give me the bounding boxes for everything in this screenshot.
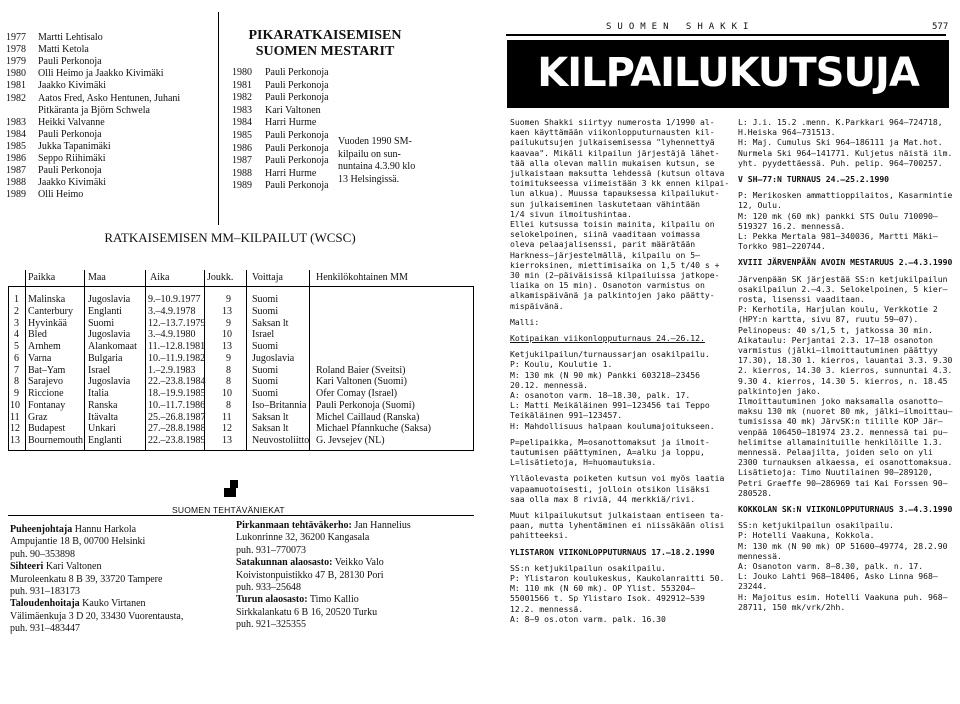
champion-year: 1977 [6,32,26,43]
page-number: 577 [932,22,949,32]
wc-cell-voittaja: Suomi [252,364,279,376]
text-line: venpää 106450–181974 23.2. mennessä tai pu– [738,426,948,437]
champion-name: Jaakko Kivimäki [38,177,107,189]
wc-cell-maa: Alankomaat [88,341,137,352]
champion-year: 1980 [6,68,26,80]
wc-cell-joukk: 11 [222,411,232,423]
contact-line: Koivistonpuistikko 47 B, 28130 Pori [236,569,384,581]
text-line: paan, mutta lyhentäminen ei niissäkään olisi [510,520,725,531]
text-line: A: osanoton varm. 18–18.30, palk. 17. [510,390,691,400]
wc-cell-joukk: 8 [226,399,231,411]
text-line: helimitse allamainituille henkilöille 1.3. [738,436,943,447]
champion-year: 1987 [6,165,26,177]
text-line: KOKKOLAN SK:N VIIKONLOPPUTURNAUS 3.–4.3.1990 [738,504,953,514]
champion-year: 1989 [6,189,26,201]
wc-cell-paikka: Canterbury [28,305,73,317]
wc-cell-joukk: 13 [222,341,232,352]
pika-year: 1984 [232,117,252,129]
champion-year: 1981 [6,80,26,92]
contact-bold: Satakunnan alaosasto: [236,557,333,569]
text-line: M: 130 mk (N 90 mk) Pankki 603218–23456 [510,369,701,380]
pika-year: 1986 [232,142,252,154]
wc-cell-henk: Kari Valtonen (Suomi) [316,376,407,388]
pika-title-1: PIKARATKAISEMISEN [248,28,402,43]
pika-name: Pauli Perkonoja [265,79,329,91]
champion-row [0,141,216,153]
text-line: pahitteeksi. [510,530,569,541]
champion-name: Heikki Valvanne [38,116,105,128]
champion-row [0,44,216,56]
champion-name: Pauli Perkonoja [38,128,102,140]
champion-year: 1988 [6,177,26,189]
text-line: Nurmela Ski 964–141771. Kuljetus näistä ilm. [738,147,953,158]
wc-cell-voittaja: Iso–Britannia [252,399,307,411]
wc-cell-joukk: 13 [222,305,232,317]
text-line: P: Kerhotila, Harjulan koulu, Verkkotie 2 [738,304,938,315]
wc-header-rule [8,286,474,287]
text-line: M: 120 mk (60 mk) pankki STS Oulu 710090– [738,210,938,221]
contact-line: Ampujantie 18 B, 00700 Helsinki [10,536,146,548]
champion-name: Seppo Riihimäki [38,153,106,164]
champion-row [0,56,216,68]
pika-year: 1985 [232,130,252,141]
pika-year: 1987 [232,155,252,167]
champion-name: Pauli Perkonoja [38,56,102,68]
wc-header-aika: Aika [150,272,170,283]
champion-row [0,105,216,117]
wc-cell-paikka: Bournemouth [28,435,83,446]
text-line: palkintojen jako. [738,385,821,396]
text-line: alkamispäivänä ja palkintojen jako päätty- [510,290,715,301]
champion-name: Jukka Tapanimäki [38,140,111,152]
champion-year: 1978 [6,44,26,56]
wc-cell-aika: 11.–12.8.1981 [148,341,206,352]
pika-name: Pauli Perkonoja [265,180,329,192]
text-line: H: Majoitus esim. Hotelli Vaakuna puh. 968– [738,591,948,602]
text-line: kaavaa". Mikäli kilpailun järjestäjä lähet- [510,147,720,158]
wc-cell-joukk: 9 [226,294,231,305]
wc-cell-no: 10 [10,399,20,411]
text-line: kaen käyttämään viikonlopputurnausten kil- [510,127,715,138]
pika-note-line: 13 Helsingissä. [338,173,400,185]
wc-cell-voittaja: Jugoslavia [252,352,295,364]
wc-cell-no: 6 [14,352,19,364]
text-line: varmistus (jälki–ilmoittautuminen päättyy [738,345,938,355]
text-line: SS:n ketjukilpailun osakilpailu. [738,520,894,531]
text-line: P: Ylistaron koulukeskus, Kaukolanraitti 50. [510,573,725,583]
champion-row [0,93,216,105]
wc-col-line [25,270,26,450]
pika-year: 1988 [232,167,252,179]
wc-cell-joukk: 13 [222,435,232,446]
pika-name: Pauli Perkonoja [265,142,329,154]
wc-cell-henk: Michel Caillaud (Ranska) [316,411,420,423]
champion-row [0,177,216,189]
wc-cell-no: 4 [14,329,19,341]
champion-row [0,153,216,165]
contact-line: puh. 921–325355 [236,619,306,631]
organization-name: SUOMEN TEHTÄVÄNIEKAT [172,505,285,515]
wc-cell-maa: Israel [88,364,111,376]
text-line: 20.12. mennessä. [510,379,588,390]
wc-cell-no: 8 [14,376,19,388]
wc-cell-paikka: Sarajevo [28,376,63,388]
text-line: tää alla olevan mallin mukaisen kutsun, se [510,157,715,168]
wc-cell-joukk: 12 [222,423,232,435]
text-line: rosta, lisenssi vaaditaan. [738,294,865,304]
text-line: Petri Graeffe 90–286969 tai Kai Forssen 90– [738,477,948,488]
text-line: liaika on 15 min). Osanoton varmistus on [510,280,705,291]
text-line: mennessä. [738,550,782,561]
wc-cell-voittaja: Suomi [252,341,279,352]
banner-text: KILPAILUKUTSUJA [537,50,919,96]
text-line: maksu 130 mk (nuoret 80 mk, jälki–ilmoittau– [738,406,953,417]
wc-header-maa: Maa [88,272,106,283]
wc-col-line [84,270,85,450]
wc-col-line [145,270,146,450]
champion-name: Olli Heimo ja Jaakko Kivimäki [38,68,164,80]
pika-year: 1983 [232,104,252,116]
text-line: H.Heiska 964–731513. [738,127,836,138]
wc-cell-maa: Jugoslavia [88,294,131,305]
pika-note-line: Vuoden 1990 SM- [338,136,412,147]
wc-cell-no: 9 [14,388,19,399]
wc-cell-henk: G. Jevsejev (NL) [316,435,385,446]
wc-header-henk: Henkilökohtainen MM [316,272,408,283]
wc-cell-henk: Roland Baier (Sveitsi) [316,364,406,376]
text-line: oleva pelaajalisenssi, parit määrätään [510,239,696,250]
contact-line: puh. 931–770073 [236,544,306,556]
pika-name: Pauli Perkonoja [265,130,329,141]
text-line: julkaistaan maksutta lehdessä (kutsun oltava [510,168,725,178]
text-line: L: Pekka Mertala 981–340036, Martti Mäki– [738,231,938,241]
champion-row [0,32,216,44]
text-line: YLISTARON VIIKONLOPPUTURNAUS 17.–18.2.1990 [510,546,715,557]
text-line: P: Merikosken ammattioppilaitos, Kasarmintie [738,190,953,201]
wc-cell-aika: 25.–26.8.1987 [148,411,206,423]
wc-cell-paikka: Malinska [28,294,66,305]
text-line: tautumisen päättyminen, A=alku ja loppu, [510,447,705,457]
champion-year: 1984 [6,128,26,140]
wc-cell-no: 1 [14,294,19,305]
champion-row [0,129,216,141]
wc-cell-no: 2 [14,305,19,317]
wc-cell-aika: 22.–23.8.1989 [148,435,206,446]
contact-line: Lukonrinne 32, 36200 Kangasala [236,532,370,544]
wc-cell-maa: Jugoslavia [88,376,131,388]
champion-year: 1982 [6,92,26,104]
text-line: Lisätietoja: Timo Nuutilainen 90–289120, [738,467,933,478]
wc-cell-voittaja: Israel [252,329,275,341]
text-line: 519327 16.2. mennessä. [738,220,846,231]
contact-bold: Taloudenhoitaja [10,598,80,610]
wc-cell-maa: Bulgaria [88,352,123,364]
pika-year: 1981 [232,79,252,91]
text-line: Pelinopeus: 40 s/1,5 t, jatkossa 30 min. [738,324,933,335]
wc-cell-maa: Jugoslavia [88,329,131,341]
text-line: Järvenpään SK järjestää SS:n ketjukilpailun [738,273,948,284]
champion-row [0,68,216,80]
text-line: Ketjukilpailun/turnaussarjan osakilpailu. [510,349,710,360]
contact-line: puh. 933–25648 [236,582,301,593]
contact-line: Sirkkalankatu 6 B 16, 20520 Turku [236,606,378,618]
wc-cell-maa: Italia [88,388,109,399]
text-line: M: 130 mk (N 90 mk) OP 51600–49774, 28.2.90 [738,540,948,551]
contact-line: Muroleenkatu 8 B 39, 33720 Tampere [10,573,163,585]
pika-year: 1982 [232,92,252,104]
text-line: P: Hotelli Vaakuna, Kokkola. [738,530,875,541]
pika-note-line: nuntaina 4.3.90 klo [338,161,416,173]
text-line: osakilpailun 2.–4.3. Selokelpoinen, 5 kier– [738,283,948,294]
text-line: Ellei kutsussa toisin mainita, kilpailu on [510,219,715,229]
wc-cell-henk: Pauli Perkonoja (Suomi) [316,399,415,411]
wc-cell-paikka: Riccione [28,388,64,399]
wc-cell-aika: 3.–4.9.1980 [148,329,196,341]
champion-name: Martti Lehtisalo [38,32,103,43]
header-rule [506,34,946,36]
wc-col-line [246,270,247,450]
wc-cell-paikka: Bled [28,329,47,341]
champion-row [0,189,216,201]
wc-cell-aika: 9.–10.9.1977 [148,294,201,305]
wc-cell-voittaja: Saksan lt [252,411,289,423]
champion-name: Pitkäranta ja Björn Schwela [38,104,150,116]
wc-cell-voittaja: Suomi [252,388,279,399]
text-line: kierroksinen, miettimisaika on 1,5 t/40 s + [510,259,720,270]
text-line: Aikataulu: Perjantai 2.3. 17–18 osanoton [738,334,933,345]
contact-bold: Turun alaosasto: [236,594,308,606]
wc-cell-voittaja: Suomi [252,294,279,305]
text-line: H: Maj. Cumulus Ski 964–186111 ja Mat.hot. [738,137,943,148]
text-line: saa olla max 8 riviä, 44 merkkiä/rivi. [510,493,696,504]
text-line: XVIII JÄRVENPÄÄN AVOIN MESTARUUS 2.–4.3.1990 [738,257,953,268]
wc-cell-joukk: 10 [222,329,232,341]
text-line: L=lisätietoja, H=huomautuksia. [510,457,657,468]
divider-vertical-champions [218,12,219,225]
text-line: Kotipaikan viikonlopputurnaus 24.–26.12. [510,333,705,343]
champion-row [0,165,216,177]
pika-name: Pauli Perkonoja [265,155,329,167]
tehtavaniekat-logo [224,480,242,502]
wc-cell-voittaja: Suomi [252,305,279,317]
wc-cell-no: 11 [10,411,20,423]
wc-title: RATKAISEMISEN MM–KILPAILUT (WCSC) [104,230,356,245]
wc-header-joukk: Joukk. [207,272,234,283]
text-line: Ilmoittautuminen joko maksamalla osanotto– [738,396,943,406]
wc-cell-paikka: Fontanay [28,399,66,411]
contact-bold: Sihteeri [10,561,44,573]
champion-name: Pauli Perkonoja [38,165,102,177]
wc-frame-right [473,286,474,450]
wc-cell-joukk: 8 [226,364,231,376]
pika-title-2: SUOMEN MESTARIT [255,44,395,59]
contact-bold: Pirkanmaan tehtäväkerho: [236,520,352,531]
wc-cell-aika: 1.–2.9.1983 [148,364,196,376]
wc-cell-voittaja: Suomi [252,376,279,388]
wc-bottom-rule [8,450,474,451]
wc-cell-joukk: 10 [222,388,232,399]
wc-cell-aika: 27.–28.8.1988 [148,423,206,435]
text-line: P: Koulu, Koulutie 1. [510,359,613,370]
pika-year: 1980 [232,67,252,78]
text-line: 2300 turnauksen alkaessa, ei osanottomaksua. [738,457,953,468]
wc-cell-paikka: Varna [28,352,52,364]
wc-cell-aika: 12.–13.7.1979 [148,317,206,329]
wc-frame-left [8,286,9,450]
wc-cell-no: 5 [14,341,19,352]
text-line: H: Mahdollisuus halpaan koulumajoitukseen. [510,420,715,431]
pika-name: Harri Hurme [265,167,317,179]
contact-line: Taloudenhoitaja Kauko Virtanen [10,598,146,610]
text-line: P=pelipaikka, M=osanottomaksut ja ilmoit- [510,436,710,447]
champion-name: Aatos Fred, Asko Hentunen, Juhani [38,92,181,104]
text-line: L: Jouko Lahti 968–18406, Asko Linna 968– [738,571,938,582]
champion-row [0,117,216,129]
wc-cell-voittaja: Neuvostoliitto [252,435,310,446]
wc-cell-joukk: 9 [226,352,231,364]
contact-line: Välimäenkuja 3 D 20, 33430 Vuorentausta, [10,610,184,622]
champion-name: Olli Heimo [38,189,84,201]
champion-year: 1979 [6,56,26,68]
wc-cell-no: 12 [10,423,20,435]
champion-year: 1986 [6,153,26,164]
text-line: (HPY:n kartta, sivu 87, ruutu 59–07). [738,314,919,325]
pika-name: Pauli Perkonoja [265,92,329,104]
wc-cell-paikka: Graz [28,411,48,423]
text-line: Torkko 981–220744. [738,241,826,252]
text-line: M: 110 mk (N 60 mk). OP Ylist. 553204– [510,583,696,594]
text-line: 55001566 t. Sp Ylistaro Isok. 492912–539 [510,593,705,604]
banner [507,40,949,108]
wc-cell-henk: Michael Pfannkuche (Saksa) [316,423,431,435]
wc-cell-paikka: Arnhem [28,341,61,352]
pika-name: Pauli Perkonoja [265,67,329,78]
champion-name: Matti Ketola [38,44,89,56]
wc-cell-aika: 18.–19.9.1985 [148,388,206,399]
text-line: toimitukseessa viimeistään 3 kk ennen kilpai- [510,178,730,189]
champion-name: Jaakko Kivimäki [38,80,107,92]
wc-cell-no: 3 [14,317,19,329]
wc-header-voittaja: Voittaja [252,272,283,283]
wc-cell-maa: Englanti [88,435,122,446]
wc-cell-aika: 10.–11.7.1986 [148,399,206,411]
wc-cell-paikka: Budapest [28,423,66,435]
wc-cell-maa: Suomi [88,317,115,329]
contact-line: Pirkanmaan tehtäväkerho: Jan Hannelius [236,520,411,531]
text-line: selokelpoinen, siinä vaaditaan voimassa [510,229,701,240]
wc-cell-henk: Ofer Comay (Israel) [316,388,398,399]
text-line: Teikäläinen 991–123457. [510,410,623,421]
running-header: SUOMEN SHAKKI [606,22,755,32]
text-line: yht. pyydettäessä. Puh. pelip. 964–700257. [738,157,943,168]
text-line: sun julkaiseminen laskutetaan vähintään [510,198,701,209]
text-line: Muut kilpailukutsut julkaistaan entiseen ta- [510,510,725,520]
text-line: Ylläolevasta poiketen kutsun voi myös laatia [510,473,725,484]
wc-cell-joukk: 9 [226,317,231,329]
wc-cell-maa: Ranska [88,399,118,411]
pika-name: Kari Valtonen [265,104,321,116]
contact-line: puh. 90–353898 [10,548,75,560]
text-line: L: J.i. 15.2 .menn. K.Parkkari 964–724718, [738,117,943,127]
wc-cell-maa: Unkari [88,423,116,435]
text-line: 23244. [738,581,768,592]
wc-cell-paikka: Hyvinkää [28,317,67,329]
text-line: A: 8–9 os.oton varm. palk. 16.30 [510,613,666,624]
wc-cell-aika: 10.–11.9.1982 [148,352,206,364]
right-page [480,0,960,704]
text-line: 28711, 150 mk/vrk/2hh. [738,601,846,612]
text-line: Malli: [510,316,540,327]
wc-cell-no: 13 [10,435,20,446]
divider-horizontal-contacts [8,515,474,516]
contact-line: Puheenjohtaja Hannu Harkola [10,524,137,535]
text-line: lun alkua). Muussa tapauksessa kilpailukut- [510,188,720,199]
wc-cell-aika: 3.–4.9.1978 [148,305,196,317]
text-line: L: Matti Meikäläinen 991–123456 tai Teppo [510,400,710,411]
text-line: mennessä. Pelaajilta, joiden selo on yli [738,447,933,457]
text-line: Harkness–järjestelmällä, kilpailu on 5– [510,249,701,260]
text-line: 2. kierros, 14.30 3. kierros, sunnuntai 4.3. [738,365,953,376]
contact-line: Sihteeri Kari Valtonen [10,561,102,573]
text-line: 280528. [738,487,773,498]
pika-name: Harri Hurme [265,117,317,129]
wc-cell-maa: Englanti [88,305,122,317]
contact-line: puh. 931–483447 [10,623,80,635]
text-line: 1/4 sivun ilmoitushintaa. [510,208,632,219]
pika-note-line: kilpailu on sun- [338,148,401,160]
text-line: 9.30 4. kierros, 14.30 5. kierros, n. 18.45 [738,375,948,386]
wc-col-line [309,270,310,450]
text-line: 30 min (2–päiväisissä kilpailuissa jatkope- [510,270,720,280]
champion-row [0,80,216,92]
text-line: vapaamuotoisesti, jolloin otsikon lisäksi [510,483,710,494]
text-line: 17.30), 18.30 1. kierros, lauantai 3.3. 9.30 [738,355,953,366]
text-line: 12.2. mennessä. [510,603,584,614]
wc-cell-aika: 22.–23.8.1984 [148,376,206,388]
text-line: A: Osanoton varm. 8–8.30, palk. n. 17. [738,561,924,571]
wc-header-paikka: Paikka [28,272,56,283]
wc-cell-paikka: Bat–Yam [28,364,66,376]
wc-cell-maa: Itävalta [88,411,118,423]
text-line: pailukutsujen julkaisemisessa "lyhennettyä [510,137,715,148]
champion-year: 1983 [6,116,26,128]
pika-year: 1989 [232,180,252,192]
contact-line: puh. 931–183173 [10,586,80,597]
wc-cell-voittaja: Saksan lt [252,317,289,329]
text-line: SS:n ketjukilpailun osakilpailu. [510,562,666,573]
contact-line: Satakunnan alaosasto: Veikko Valo [236,557,384,569]
text-line: Suomen Shakki siirtyy numerosta 1/1990 al- [510,117,715,127]
champion-year: 1985 [6,140,26,152]
contact-bold: Puheenjohtaja [10,524,73,535]
contact-line: Turun alaosasto: Timo Kallio [236,594,359,606]
text-line: V SH–77:N TURNAUS 24.–25.2.1990 [738,174,890,184]
wc-cell-joukk: 8 [226,376,231,388]
text-line: tumisissa 40 mk) JärvSK:n tilille KOP Jär– [738,416,943,427]
text-line: mispäivänä. [510,300,564,311]
text-line: 12, Oulu. [738,200,782,211]
wc-cell-voittaja: Saksan lt [252,423,289,435]
wc-cell-no: 7 [14,364,19,376]
